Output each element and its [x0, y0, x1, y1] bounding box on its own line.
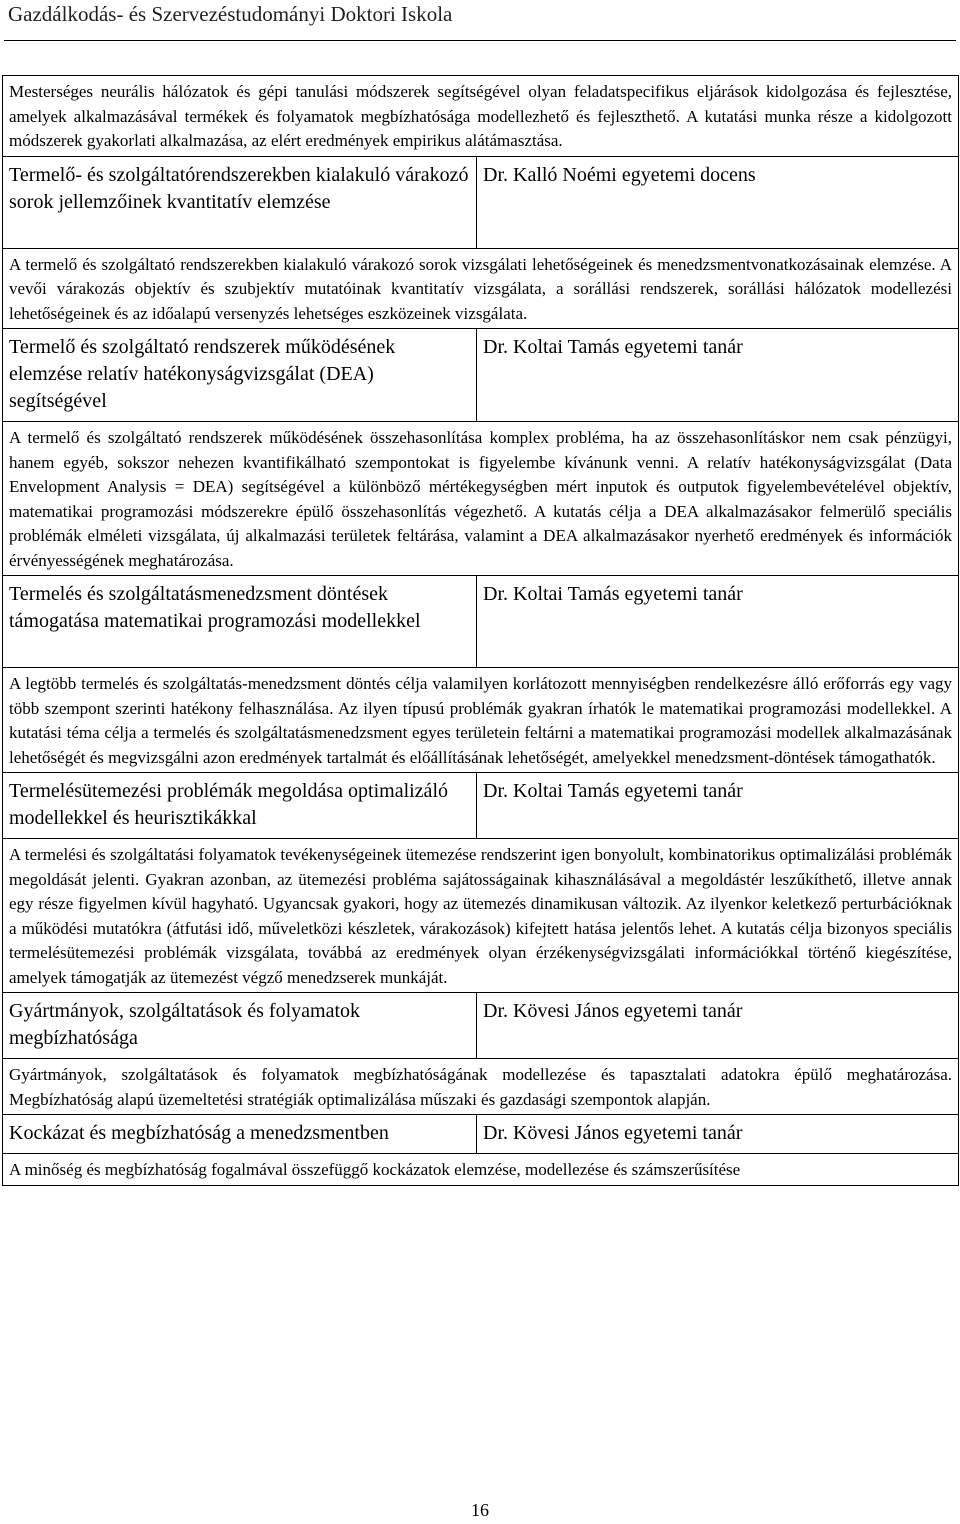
topic-description: A termelési és szolgáltatási folyamatok tevékenységeinek ütemezése rendszerint igen bonyolult, kombinatorikus optimalizálási problémák megoldását jelenti. Gyakran azonban, az ütemezési probléma sajátosságainak kihasználásával a megoldástér leszűkíthető, illetve annak egy része figyelmen kívül hagyható. Ugyancsak gyakori, hogy az ütemezés dinamikusan változik. Az ilyenkor keletkező perturbációknak a működési mutatókra (átfutási idő, műveletközi készletek, várakozások) kifejtett hatása jelentős lehet. A kutatás célja bizonyos speciális termelésütemezési problémák vizsgálata, továbbá az eredmények olyan érzékenységvizsgálati információkkal történő kiegészítése, amelyek támogatják az ütemezést végző menedzserek munkáját. [3, 839, 959, 993]
topic-header-row [3, 329, 959, 422]
topic-description-row [3, 1154, 959, 1186]
topic-header-row [3, 1115, 959, 1154]
topic-advisor: Dr. Koltai Tamás egyetemi tanár [477, 773, 959, 839]
topic-header-row [3, 156, 959, 248]
page-number: 16 [471, 1500, 489, 1520]
topic-description-row [3, 839, 959, 993]
topic-advisor: Dr. Kalló Noémi egyetemi docens [477, 156, 959, 248]
research-topics-table [2, 75, 959, 1186]
topic-description-row [3, 668, 959, 773]
topic-description: Gyártmányok, szolgáltatások és folyamatok megbízhatóságának modellezése és tapasztalati adatokra épülő meghatározása. Megbízhatóság alapú üzemeltetési stratégiák optimalizálása műszaki és gazdasági szempontok alapján. [3, 1059, 959, 1115]
topic-advisor: Dr. Kövesi János egyetemi tanár [477, 1115, 959, 1154]
document-header: Gazdálkodás- és Szervezéstudományi Doktori Iskola [8, 2, 453, 26]
topic-description-row [3, 422, 959, 576]
topic-header-row [3, 993, 959, 1059]
topic-title: Gyártmányok, szolgáltatások és folyamatok megbízhatósága [3, 993, 477, 1059]
topic-advisor: Dr. Kövesi János egyetemi tanár [477, 993, 959, 1059]
topic-title: Termelés és szolgáltatásmenedzsment döntések támogatása matematikai programozási modellekkel [3, 576, 477, 668]
topic-description: A legtöbb termelés és szolgáltatás-menedzsment döntés célja valamilyen korlátozott mennyiségben rendelkezésre álló erőforrás egy vagy több szempont szerinti hatékony felhasználása. Az ilyen típusú problémák gyakran írhatók le matematikai programozási modellekkel. A kutatási téma célja a termelés és szolgáltatásmenedzsment egyes területein feltárni a matematikai programozási modellek alkalmazásának lehetőségét és megvizsgálni azon eredmények tartalmát és előállításának lehetőségét, amelyekkel menedzsment-döntések támogathatók. [3, 668, 959, 773]
topic-description: A minőség és megbízhatóság fogalmával összefüggő kockázatok elemzése, modellezése és számszerűsítése [3, 1154, 959, 1186]
topic-header-row [3, 773, 959, 839]
intro-description: Mesterséges neurális hálózatok és gépi tanulási módszerek segítségével olyan feladatspecifikus eljárások kidolgozása és fejlesztése, amelyek alkalmazásával termékek és folyamatok megbízhatósága modellezhető és fejleszthető. A kutatási munka része a kidolgozott módszerek gyakorlati alkalmazása, az elért eredmények empirikus alátámasztása. [3, 76, 959, 157]
topic-title: Termelő és szolgáltató rendszerek működésének elemzése relatív hatékonyságvizsgálat (DEA) segítségével [3, 329, 477, 422]
topic-title: Kockázat és megbízhatóság a menedzsmentben [3, 1115, 477, 1154]
header-rule [4, 40, 956, 41]
topic-description-row [3, 248, 959, 329]
topic-title: Termelésütemezési problémák megoldása optimalizáló modellekkel és heurisztikákkal [3, 773, 477, 839]
topic-advisor: Dr. Koltai Tamás egyetemi tanár [477, 329, 959, 422]
intro-row [3, 76, 959, 157]
topic-title: Termelő- és szolgáltatórendszerekben kialakuló várakozó sorok jellemzőinek kvantitatív elemzése [3, 156, 477, 248]
topic-header-row [3, 576, 959, 668]
topic-advisor: Dr. Koltai Tamás egyetemi tanár [477, 576, 959, 668]
topic-description: A termelő és szolgáltató rendszerek működésének összehasonlítása komplex probléma, ha az összehasonlításkor nem csak pénzügyi, hanem egyéb, sokszor nehezen kvantifikálható szempontokat is figyelembe kívánunk venni. A relatív hatékonyságvizsgálat (Data Envelopment Analysis = DEA) segítségével a különböző mértékegységben mért inputok és outputok figyelembevételével objektív, matematikai programozási módszerekre épülő összehasonlítás végezhető. A kutatás célja a DEA alkalmazásakor felmerülő speciális problémák elméleti vizsgálata, új alkalmazási területek feltárása, valamint a DEA alkalmazásakor nyerhető eredmények és információk érvényességének meghatározása. [3, 422, 959, 576]
topic-description-row [3, 1059, 959, 1115]
topic-description: A termelő és szolgáltató rendszerekben kialakuló várakozó sorok vizsgálati lehetőségeinek és menedzsmentvonatkozásainak elemzése. A vevői várakozás objektív és szubjektív mutatóinak kvantitatív vizsgálata, a sorállási rendszerek, sorállási hálózatok modellezési lehetőségeinek és az időalapú versenyzés lehetséges eszközeinek vizsgálata. [3, 248, 959, 329]
